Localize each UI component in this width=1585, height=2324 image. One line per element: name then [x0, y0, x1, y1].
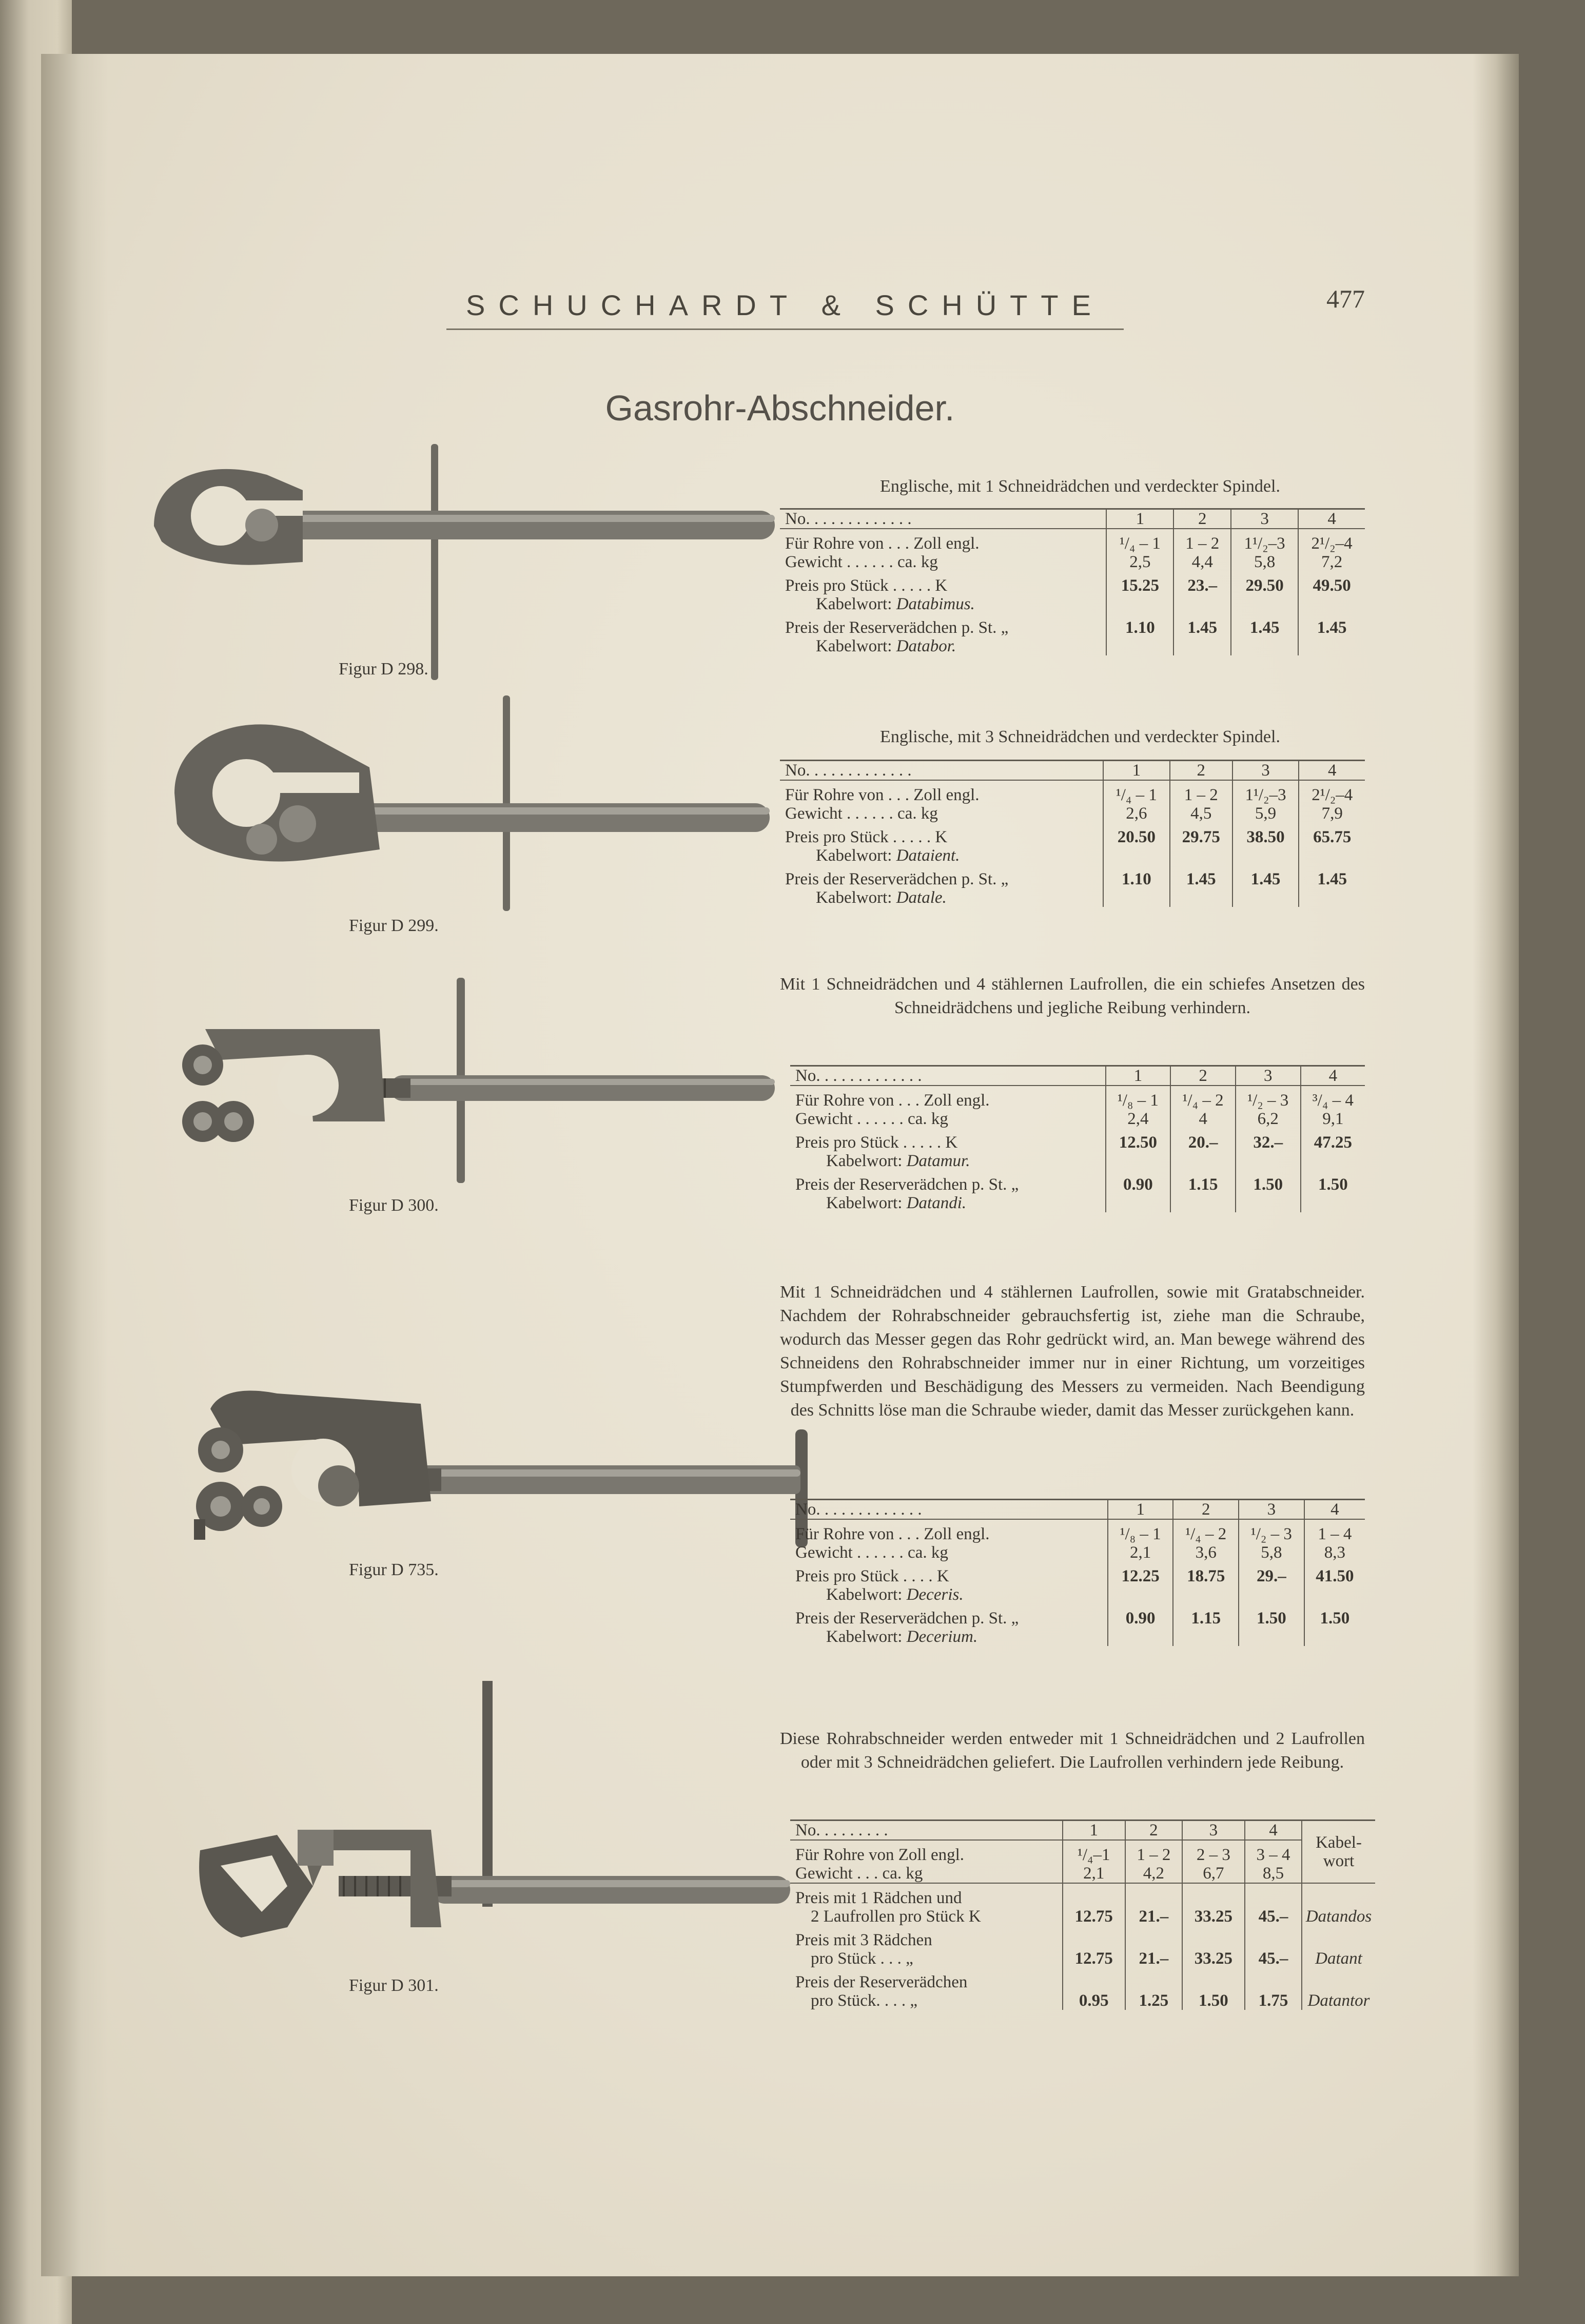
weight-label: Gewicht . . . . . . ca. kg	[795, 1110, 948, 1128]
figure-d735-caption: Figur D 735.	[349, 1560, 439, 1579]
weight-2: 4,5	[1170, 804, 1232, 823]
section-1-table	[780, 508, 1365, 655]
spare-kabelwort-value: Databor.	[896, 637, 956, 655]
figure-d300-illustration	[144, 978, 790, 1193]
spare-1: 0.90	[1108, 1604, 1173, 1628]
weight-4: 9,1	[1301, 1110, 1365, 1128]
catalog-page	[41, 54, 1519, 2276]
size-1: ¹/₄ – 1	[1103, 780, 1170, 804]
spare-1: 1.10	[1103, 865, 1170, 888]
col-1: 1	[1108, 1500, 1173, 1520]
running-header: SCHUCHARDT & SCHÜTTE	[446, 282, 1124, 330]
row-1-kabelwort: Datandos	[1302, 1907, 1375, 1926]
price-2: 23.–	[1173, 571, 1231, 595]
col-4: 4	[1301, 1066, 1365, 1086]
price-4: 47.25	[1301, 1128, 1365, 1152]
spare-kabelwort: Kabelwort: Decerium.	[826, 1628, 978, 1646]
weight-2: 3,6	[1173, 1543, 1239, 1562]
spare-kabelwort: Kabelwort: Datandi.	[826, 1194, 967, 1212]
weight-label: Gewicht . . . ca. kg	[795, 1864, 923, 1883]
price-4: 65.75	[1299, 823, 1365, 846]
row-3-value-4: 1.75	[1245, 1991, 1302, 2010]
size-3: ¹/₂ – 3	[1239, 1519, 1304, 1543]
weight-1: 2,1	[1108, 1543, 1173, 1562]
figure-d299-caption: Figur D 299.	[349, 916, 439, 935]
col-3: 3	[1239, 1500, 1304, 1520]
weight-2: 4,2	[1125, 1864, 1182, 1883]
spare-kabelwort: Kabelwort: Databor.	[816, 637, 956, 655]
col-2: 2	[1170, 1066, 1236, 1086]
price-3: 29.–	[1239, 1562, 1304, 1585]
spare-4: 1.50	[1301, 1170, 1365, 1194]
weight-1: 2,4	[1106, 1110, 1171, 1128]
spare-4: 1.45	[1299, 865, 1365, 888]
price-label: Preis pro Stück . . . . . K	[795, 1133, 958, 1152]
size-3: 2 – 3	[1182, 1840, 1245, 1864]
row-2-kabelwort: Datant	[1302, 1949, 1375, 1968]
col-4: 4	[1304, 1500, 1365, 1520]
spare-kabelwort-value: Decerium.	[906, 1628, 978, 1646]
col-2: 2	[1125, 1821, 1182, 1841]
size-label: Für Rohre von Zoll engl.	[795, 1846, 965, 1864]
section-5-intro: Diese Rohrabschneider werden entweder mit 1 Schneidrädchen und 2 Laufrollen oder mit 3 Schneidrädchen geliefert. Die Laufrollen verhindern jede Reibung.	[780, 1729, 1365, 1772]
spare-2: 1.15	[1173, 1604, 1239, 1628]
spare-kabelwort-value: Datandi.	[906, 1194, 967, 1212]
price-1: 12.50	[1106, 1128, 1171, 1152]
col-2: 2	[1173, 1500, 1239, 1520]
size-3: ¹/₂ – 3	[1236, 1086, 1301, 1110]
weight-label: Gewicht . . . . . . ca. kg	[785, 553, 938, 571]
row-2-value-1: 12.75	[1063, 1949, 1125, 1968]
section-4-table	[790, 1499, 1365, 1646]
spare-1: 1.10	[1106, 613, 1173, 637]
weight-4: 7,2	[1298, 553, 1365, 571]
weight-1: 2,5	[1106, 553, 1173, 571]
row-1-label: Preis mit 1 Rädchen und	[795, 1889, 962, 1907]
spare-label: Preis der Reserverädchen p. St. „	[795, 1175, 1019, 1194]
weight-label: Gewicht . . . . . . ca. kg	[795, 1543, 948, 1562]
spare-2: 1.45	[1173, 613, 1231, 637]
row-2-value-2: 21.–	[1125, 1949, 1182, 1968]
col-3: 3	[1236, 1066, 1301, 1086]
size-label: Für Rohre von . . . Zoll engl.	[785, 534, 980, 553]
price-2: 20.–	[1170, 1128, 1236, 1152]
col-1: 1	[1103, 761, 1170, 781]
row-1-value-1: 12.75	[1063, 1907, 1125, 1926]
weight-2: 4,4	[1173, 553, 1231, 571]
weight-2: 4	[1170, 1110, 1236, 1128]
price-label: Preis pro Stück . . . . . K	[785, 828, 948, 846]
no-label: No. . . . . . . . . . . . .	[780, 509, 1106, 529]
size-label: Für Rohre von . . . Zoll engl.	[795, 1091, 990, 1110]
spare-4: 1.45	[1298, 613, 1365, 637]
kabelwort: Kabelwort: Databimus.	[816, 595, 975, 613]
price-3: 29.50	[1231, 571, 1298, 595]
col-3: 3	[1231, 509, 1298, 529]
page-number: 477	[1326, 284, 1365, 313]
row-1-value-3: 33.25	[1182, 1907, 1245, 1926]
weight-4: 8,5	[1245, 1864, 1302, 1883]
col-2: 2	[1173, 509, 1231, 529]
size-3: 1¹/₂–3	[1231, 529, 1298, 553]
row-3-value-3: 1.50	[1182, 1991, 1245, 2010]
kabelwort-value: Deceris.	[906, 1585, 964, 1604]
row-3-value-2: 1.25	[1125, 1991, 1182, 2010]
col-1: 1	[1106, 509, 1173, 529]
section-5-table	[790, 1819, 1375, 2010]
spare-kabelwort: Kabelwort: Datale.	[816, 888, 947, 907]
row-1-value-2: 21.–	[1125, 1907, 1182, 1926]
price-label: Preis pro Stück . . . . K	[795, 1567, 949, 1585]
row-2-value-3: 33.25	[1182, 1949, 1245, 1968]
weight-3: 6,2	[1236, 1110, 1301, 1128]
price-4: 41.50	[1304, 1562, 1365, 1585]
price-2: 18.75	[1173, 1562, 1239, 1585]
figure-d299-illustration	[144, 695, 790, 926]
spare-2: 1.15	[1170, 1170, 1236, 1194]
col-1: 1	[1106, 1066, 1171, 1086]
size-1: ¹/₈ – 1	[1106, 1086, 1171, 1110]
spare-label: Preis der Reserverädchen p. St. „	[785, 618, 1009, 637]
size-4: ³/₄ – 4	[1301, 1086, 1365, 1110]
figure-d301-illustration	[144, 1681, 790, 1968]
row-3-kabelwort: Datantor	[1302, 1991, 1375, 2010]
row-2-value-4: 45.–	[1245, 1949, 1302, 1968]
col-4: 4	[1245, 1821, 1302, 1841]
weight-3: 5,9	[1232, 804, 1299, 823]
row-3-value-1: 0.95	[1063, 1991, 1125, 2010]
kabelwort: Kabelwort: Dataient.	[816, 846, 960, 865]
size-4: 2¹/₂–4	[1298, 529, 1365, 553]
no-label: No. . . . . . . . . . . . .	[780, 761, 1103, 781]
figure-d300-caption: Figur D 300.	[349, 1196, 439, 1215]
size-2: 1 – 2	[1170, 780, 1232, 804]
spare-3: 1.50	[1236, 1170, 1301, 1194]
price-1: 12.25	[1108, 1562, 1173, 1585]
section-4-intro: Mit 1 Schneidrädchen und 4 stählernen Laufrollen, sowie mit Gratabschneider. Nachdem der Rohrabschneider gebrauchsfertig ist, ziehe man die Schraube, wodurch das Messer gegen das Rohr gedrückt wird, an. Man bewege während des Schneidens den Rohrabschneider immer nur in einer Richtung, um vorzeitiges Stumpfwerden und Beschädigung des Messers zu vermeiden. Nach Beendigung des Schnitts löse man die Schraube wieder, damit das Messer zurückgehen kann.	[780, 1283, 1365, 1420]
col-3: 3	[1232, 761, 1299, 781]
spare-3: 1.50	[1239, 1604, 1304, 1628]
kabelwort-value: Datamur.	[906, 1152, 970, 1170]
row-3-label: Preis der Reserverädchen	[795, 1973, 968, 1991]
weight-3: 6,7	[1182, 1864, 1245, 1883]
spare-kabelwort-value: Datale.	[896, 888, 947, 907]
size-2: 1 – 2	[1173, 529, 1231, 553]
row-1-label-2: 2 Laufrollen pro Stück K	[811, 1907, 981, 1926]
col-3: 3	[1182, 1821, 1245, 1841]
price-1: 20.50	[1103, 823, 1170, 846]
weight-3: 5,8	[1231, 553, 1298, 571]
weight-4: 8,3	[1304, 1543, 1365, 1562]
row-2-label-2: pro Stück . . . „	[811, 1949, 913, 1968]
spare-label: Preis der Reserverädchen p. St. „	[795, 1609, 1019, 1628]
figure-d298-caption: Figur D 298.	[339, 660, 428, 679]
price-3: 32.–	[1236, 1128, 1301, 1152]
price-1: 15.25	[1106, 571, 1173, 595]
kabelwort-value: Dataient.	[896, 846, 960, 865]
spare-3: 1.45	[1232, 865, 1299, 888]
spare-2: 1.45	[1170, 865, 1232, 888]
weight-3: 5,8	[1239, 1543, 1304, 1562]
weight-1: 2,1	[1063, 1864, 1125, 1883]
figure-d735-illustration	[144, 1368, 852, 1573]
figure-d298-illustration	[133, 444, 800, 690]
size-4: 1 – 4	[1304, 1519, 1365, 1543]
kabelwort: Kabelwort: Datamur.	[826, 1152, 970, 1170]
size-1: ¹/₄–1	[1063, 1840, 1125, 1864]
size-1: ¹/₄ – 1	[1106, 529, 1173, 553]
col-4: 4	[1299, 761, 1365, 781]
price-4: 49.50	[1298, 571, 1365, 595]
size-4: 3 – 4	[1245, 1840, 1302, 1864]
size-2: ¹/₄ – 2	[1173, 1519, 1239, 1543]
page-title: Gasrohr-Abschneider.	[605, 388, 955, 428]
section-1-intro: Englische, mit 1 Schneidrädchen und verdeckter Spindel.	[880, 477, 1280, 496]
no-label: No. . . . . . . . . . . . .	[790, 1066, 1106, 1086]
size-label: Für Rohre von . . . Zoll engl.	[795, 1525, 990, 1543]
kabelwort: Kabelwort: Deceris.	[826, 1585, 964, 1604]
price-label: Preis pro Stück . . . . . K	[785, 576, 948, 595]
col-1: 1	[1063, 1821, 1125, 1841]
row-1-value-4: 45.–	[1245, 1907, 1302, 1926]
col-4: 4	[1298, 509, 1365, 529]
price-3: 38.50	[1232, 823, 1299, 846]
size-1: ¹/₈ – 1	[1108, 1519, 1173, 1543]
no-label: No. . . . . . . . .	[790, 1821, 1063, 1841]
row-2-label: Preis mit 3 Rädchen	[795, 1931, 932, 1949]
size-2: ¹/₄ – 2	[1170, 1086, 1236, 1110]
figure-d301-caption: Figur D 301.	[349, 1976, 439, 1995]
size-4: 2¹/₂–4	[1299, 780, 1365, 804]
spare-1: 0.90	[1106, 1170, 1171, 1194]
spare-4: 1.50	[1304, 1604, 1365, 1628]
size-label: Für Rohre von . . . Zoll engl.	[785, 786, 980, 804]
spare-3: 1.45	[1231, 613, 1298, 637]
col-2: 2	[1170, 761, 1232, 781]
section-3-intro: Mit 1 Schneidrädchen und 4 stählernen Laufrollen, die ein schiefes Ansetzen des Schneidrädchens und jegliche Reibung verhindern.	[780, 975, 1365, 1017]
kabelwort-value: Databimus.	[896, 595, 975, 613]
size-3: 1¹/₂–3	[1232, 780, 1299, 804]
size-2: 1 – 2	[1125, 1840, 1182, 1864]
kabelwort-header: Kabel-wort	[1302, 1821, 1375, 1884]
price-2: 29.75	[1170, 823, 1232, 846]
weight-label: Gewicht . . . . . . ca. kg	[785, 804, 938, 823]
section-2-table	[780, 760, 1365, 907]
section-3-table	[790, 1065, 1365, 1212]
weight-4: 7,9	[1299, 804, 1365, 823]
no-label: No. . . . . . . . . . . . .	[790, 1500, 1108, 1520]
weight-1: 2,6	[1103, 804, 1170, 823]
row-3-label-2: pro Stück. . . . „	[811, 1991, 918, 2010]
section-2-intro: Englische, mit 3 Schneidrädchen und verdeckter Spindel.	[880, 727, 1280, 746]
spare-label: Preis der Reserverädchen p. St. „	[785, 870, 1009, 888]
